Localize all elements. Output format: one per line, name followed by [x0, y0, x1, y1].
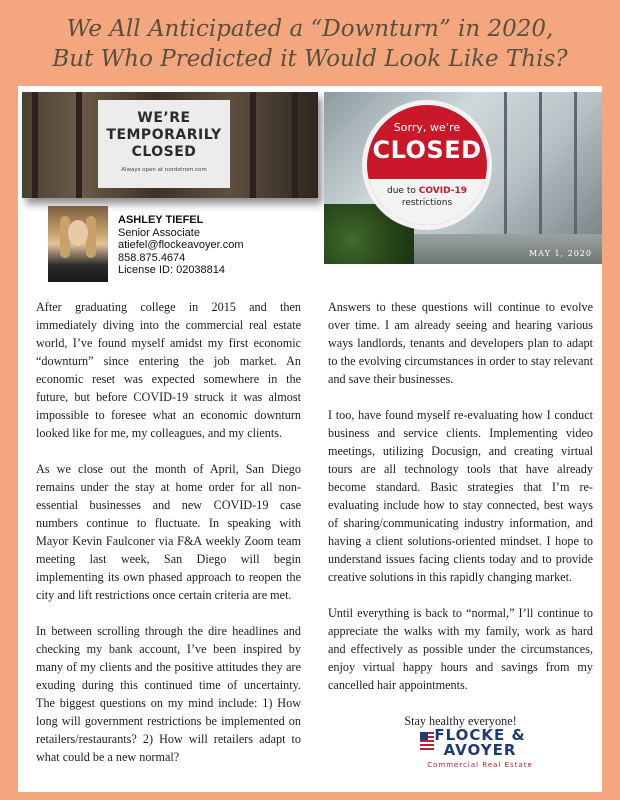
paragraph: Answers to these questions will continue to evolve over time. I am already seeing and hearing various ways landlords, tenants and developers plan to adapt to the evolving circumstances in order to stay relevant and save their businesses. [328, 300, 593, 386]
sign-line-1: WE’RE [137, 110, 191, 126]
temporarily-closed-sign [98, 100, 230, 188]
sign-sorry-text: Sorry, we’re [393, 121, 461, 134]
agent-contact [118, 214, 318, 277]
agent-headshot [48, 206, 108, 282]
agent-license: License ID: 02038814 [118, 264, 226, 276]
agent-name: ASHLEY TIEFEL [118, 214, 204, 226]
sign-covid-text: COVID-19 [418, 186, 467, 196]
agent-phone[interactable]: 858.875.4674 [118, 251, 186, 264]
paragraph: As we close out the month of April, San Diego remains under the stay at home order for all non-essential businesses and new COVID-19 case numbers continue to fluctuate. In speaking with Mayor Kevin Faulconer via F&A weekly Zoom team meeting last week, San Diego will begin implementing its own phased approach to reopen the city and lift restrictions once certain criteria are met. [36, 462, 301, 602]
covid-closed-sign [362, 100, 492, 230]
logo-tagline: Commercial Real Estate [427, 761, 533, 769]
paragraph: After graduating college in 2015 and then immediately diving into the commercial real estate world, I’ve found myself amidst my first economic “downturn” since entering the job market. An economic reset was expected somewhere in the future, but before COVID-19 struck it was almost impossible to foresee what an economic downturn looked like for me, my colleagues, and my clients. [36, 300, 301, 440]
sign-line-3: CLOSED [131, 144, 197, 160]
paragraph: I too, have found myself re-evaluating how I conduct business and service clients. Implementing video meetings, utilizing Docusign, and creating virtual tours are all technology tools that have already become standard. Basic strategies that I’m re-evaluating include how to stay connected, best ways of sharing/communicating industry information, and having a client solutions-oriented mindset. I hope to understand issues facing clients today and to provide creative solutions in this rapidly changing market. [328, 408, 593, 584]
article-left-column [36, 298, 301, 784]
title-line-2: But Who Predicted it Would Look Like This? [52, 46, 568, 72]
page [10, 8, 610, 794]
flag-icon [420, 732, 434, 750]
paragraph: In between scrolling through the dire headlines and checking my bank account, I’ve been inspired by many of my clients and the positive attitudes they are exuding during this continued time of uncertainty. The biggest questions on my mind include: 1) How long will government restrictions be implemented on retailers/restaurants? 2) How will retailers adapt to what could be a new normal? [36, 624, 301, 764]
agent-email[interactable]: atiefel@flockeavoyer.com [118, 239, 244, 251]
signoff: Stay healthy everyone! [404, 714, 517, 728]
covid-closed-photo [324, 92, 602, 264]
title-line-1: We All Anticipated a “Downturn” in 2020, [66, 16, 554, 42]
agent-title: Senior Associate [118, 226, 200, 239]
newsletter-sheet [18, 86, 602, 792]
issue-date: MAY 1, 2020 [528, 249, 592, 258]
article-right-column [328, 298, 593, 748]
sign-small-text: Always open at nordstrom.com [121, 167, 207, 173]
logo-line-1: FLOCKE & [434, 726, 526, 744]
sign-closed-text: CLOSED [372, 136, 482, 164]
paragraph: Until everything is back to “normal,” I’ll continue to appreciate the walks with my family, work as hard and effectively as possible under the circumstances, enjoy virtual happy hours and savings from my cancelled hair appointments. [328, 606, 593, 692]
sign-line-2: TEMPORARILY [106, 127, 222, 143]
company-logo [420, 726, 540, 778]
temporarily-closed-photo [22, 92, 318, 198]
logo-line-2: AVOYER [443, 741, 517, 759]
sign-restrictions-text: restrictions [401, 198, 453, 208]
sign-due-text: due to [387, 186, 416, 196]
page-title [10, 14, 610, 74]
